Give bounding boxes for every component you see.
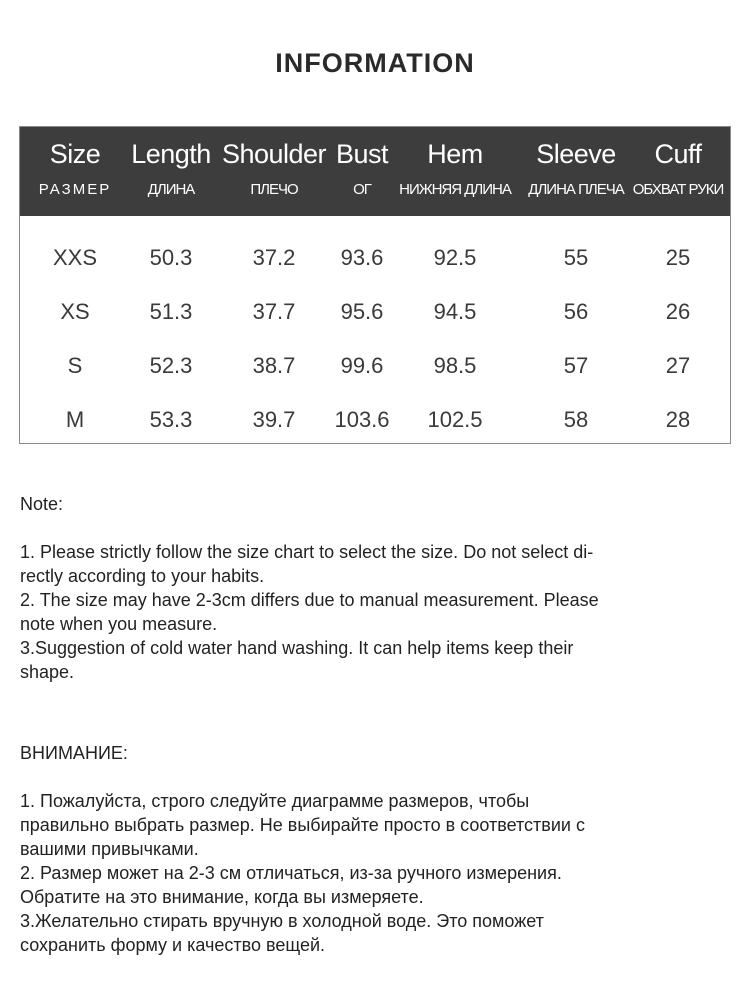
note-line: rectly according to your habits. — [20, 566, 265, 586]
table-row — [20, 407, 730, 437]
note-line: сохранить форму и качество вещей. — [20, 935, 326, 955]
note-line: 3.Suggestion of cold water hand washing. It can help items keep their — [20, 638, 574, 658]
header-length-ru: ДЛИНА — [147, 181, 195, 198]
header-hem-ru: НИЖНЯЯ ДЛИНА — [399, 181, 511, 198]
table-row — [20, 245, 730, 275]
header-shoulder-ru: ПЛЕЧО — [250, 181, 298, 198]
cell-cuff: 27 — [665, 353, 691, 378]
cell-bust: 99.6 — [340, 353, 384, 378]
header-size: Size — [49, 139, 101, 169]
note-line: 2. Размер может на 2-3 см отличаться, из-за ручного измерения. — [20, 863, 562, 883]
cell-sleeve: 56 — [563, 299, 589, 324]
header-sleeve: Sleeve — [536, 139, 616, 169]
cell-hem: 94.5 — [433, 299, 477, 324]
note-line: 3.Желательно стирать вручную в холодной воде. Это поможет — [20, 911, 544, 931]
note-line: 2. The size may have 2-3cm differs due to manual measurement. Please — [20, 590, 599, 610]
cell-size: XS — [60, 299, 90, 324]
note-line: вашими привычками. — [20, 839, 199, 859]
cell-shoulder: 38.7 — [252, 353, 296, 378]
note-line: 1. Please strictly follow the size chart to select the size. Do not select di- — [20, 542, 594, 562]
note-line: 1. Пожалуйста, строго следуйте диаграмме размеров, чтобы — [20, 791, 530, 811]
header-length: Length — [131, 139, 211, 169]
header-hem: Hem — [427, 139, 483, 169]
cell-size: XXS — [52, 245, 98, 270]
cell-bust: 93.6 — [340, 245, 384, 270]
table-header — [20, 127, 730, 216]
header-size-ru: РАЗМЕР — [38, 181, 112, 198]
cell-shoulder: 39.7 — [252, 407, 296, 432]
cell-size: M — [65, 407, 85, 432]
header-cuff: Cuff — [654, 139, 702, 169]
cell-shoulder: 37.7 — [252, 299, 296, 324]
page-title: INFORMATION — [275, 48, 475, 78]
header-sleeve-ru: ДЛИНА ПЛЕЧА — [528, 181, 624, 198]
cell-size: S — [67, 353, 83, 378]
header-bust: Bust — [335, 139, 389, 169]
cell-hem: 102.5 — [427, 407, 483, 432]
spacer — [20, 516, 720, 540]
note-heading: Note: — [20, 494, 64, 514]
cell-cuff: 28 — [665, 407, 691, 432]
table-row — [20, 353, 730, 383]
cell-sleeve: 58 — [563, 407, 589, 432]
cell-cuff: 25 — [665, 245, 691, 270]
cell-sleeve: 55 — [563, 245, 589, 270]
table-row — [20, 299, 730, 329]
cell-length: 51.3 — [149, 299, 193, 324]
note-line: правильно выбрать размер. Не выбирайте просто в соответствии с — [20, 815, 585, 835]
note-heading: ВНИМАНИЕ: — [20, 743, 128, 763]
cell-bust: 103.6 — [334, 407, 390, 432]
note-line: Обратите на это внимание, когда вы измеряете. — [20, 887, 424, 907]
cell-sleeve: 57 — [563, 353, 589, 378]
cell-shoulder: 37.2 — [252, 245, 296, 270]
note-russian — [20, 741, 720, 957]
note-line: note when you measure. — [20, 614, 218, 634]
header-cuff-ru: ОБХВАТ РУКИ — [632, 181, 724, 198]
spacer — [20, 765, 720, 789]
note-english — [20, 492, 720, 684]
cell-hem: 92.5 — [433, 245, 477, 270]
cell-bust: 95.6 — [340, 299, 384, 324]
size-chart-table — [19, 126, 731, 444]
cell-length: 52.3 — [149, 353, 193, 378]
cell-hem: 98.5 — [433, 353, 477, 378]
cell-length: 53.3 — [149, 407, 193, 432]
header-shoulder: Shoulder — [221, 139, 327, 169]
cell-length: 50.3 — [149, 245, 193, 270]
note-line: shape. — [20, 662, 75, 682]
header-bust-ru: ОГ — [353, 181, 371, 198]
cell-cuff: 26 — [665, 299, 691, 324]
